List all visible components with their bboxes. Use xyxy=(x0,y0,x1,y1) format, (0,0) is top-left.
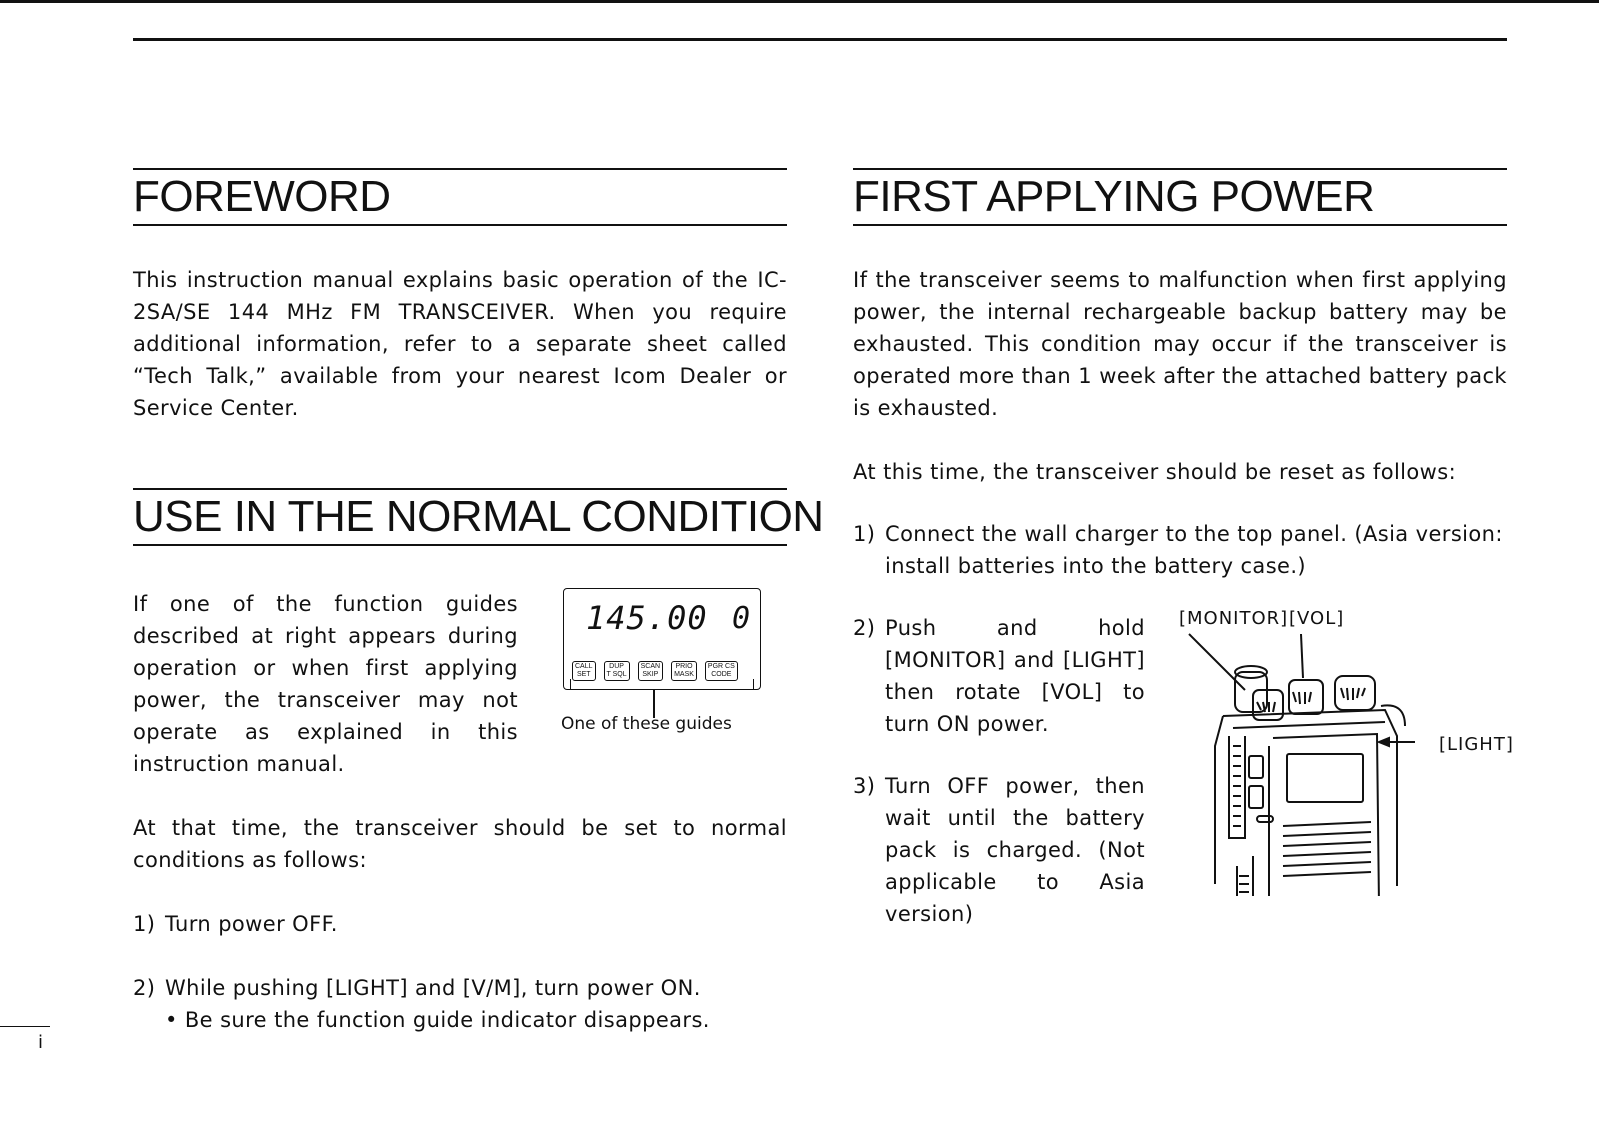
lcd-frequency: 145.00 xyxy=(586,599,708,637)
transceiver-figure xyxy=(1153,606,1513,896)
normal-heading-box xyxy=(133,488,824,546)
step-text: While pushing [LIGHT] and [V/M], turn power ON. xyxy=(165,976,701,1000)
step-text: Turn OFF power, then wait until the battery pack is charged. (Not applicable to Asia version) xyxy=(885,774,1145,926)
power-step-1 xyxy=(853,518,1507,582)
normal-intro: If one of the function guides described at right appears during operation or when first applying power, the transceiver may not operate as explained in this instruction manual. xyxy=(133,592,518,776)
vol-label: [VOL] xyxy=(1289,608,1345,629)
foreword-heading-box xyxy=(133,168,787,226)
step-text: Connect the wall charger to the top panel. (Asia version: install batteries into the battery case.) xyxy=(885,522,1503,578)
lcd-caption: One of these guides xyxy=(561,714,732,734)
lcd-channel: 0 xyxy=(731,601,750,636)
step-number: 1) xyxy=(853,522,876,546)
power-title: FIRST APPLYING POWER xyxy=(853,172,1375,221)
transceiver-drawing xyxy=(1153,606,1513,896)
lcd-display-figure xyxy=(563,588,761,690)
normal-title: USE IN THE NORMAL CONDITION xyxy=(133,492,824,541)
top-border xyxy=(0,0,1599,3)
step-text: Turn power OFF. xyxy=(165,912,338,936)
step-number: 3) xyxy=(853,774,876,798)
step-text: Push and hold [MONITOR] and [LIGHT] then rotate [VOL] to turn ON power. xyxy=(885,616,1145,736)
power-step-3 xyxy=(853,770,1145,930)
guide-prio-mask: PRIO MASK xyxy=(671,661,697,681)
normal-lead: At that time, the transceiver should be set to normal conditions as follows: xyxy=(133,816,787,872)
normal-step-1 xyxy=(133,908,787,940)
step-number: 2) xyxy=(853,616,876,640)
normal-bullet: • Be sure the function guide indicator disappears. xyxy=(165,1008,710,1032)
step-number: 2) xyxy=(133,976,156,1000)
page-number: i xyxy=(38,1032,44,1053)
guide-dup-tsql: DUP T SQL xyxy=(604,661,630,681)
foreword-body: This instruction manual explains basic operation of the IC-2SA/SE 144 MHz FM TRANSCEIVER. When you require additional information, refer to a separate sheet called “Tech Talk,” available from your nearest Icom Dealer or Service Center. xyxy=(133,268,787,420)
guide-call-set: CALL SET xyxy=(572,661,596,681)
power-heading-box xyxy=(853,168,1507,226)
left-column xyxy=(133,168,824,1036)
lcd-guide-bracket xyxy=(570,679,754,690)
normal-step-2 xyxy=(133,972,787,1004)
power-lead: At this time, the transceiver should be reset as follows: xyxy=(853,460,1457,484)
step-number: 1) xyxy=(133,912,156,936)
power-step-2 xyxy=(853,612,1145,740)
light-label: [LIGHT] xyxy=(1439,734,1514,755)
guide-pgr-code: PGR CS CODE xyxy=(705,661,738,681)
lcd-guides xyxy=(572,661,738,681)
guide-scan-skip: SCAN SKIP xyxy=(638,661,663,681)
page-number-rule xyxy=(0,1026,50,1027)
foreword-title: FOREWORD xyxy=(133,172,391,221)
right-column xyxy=(853,168,1514,930)
power-body: If the transceiver seems to malfunction when first applying power, the internal rechargeable backup battery may be exhausted. This condition may occur if the transceiver is operated more than 1 week after the attached battery pack is exhausted. xyxy=(853,268,1507,420)
monitor-label: [MONITOR] xyxy=(1179,608,1289,629)
page-rule xyxy=(133,38,1507,41)
